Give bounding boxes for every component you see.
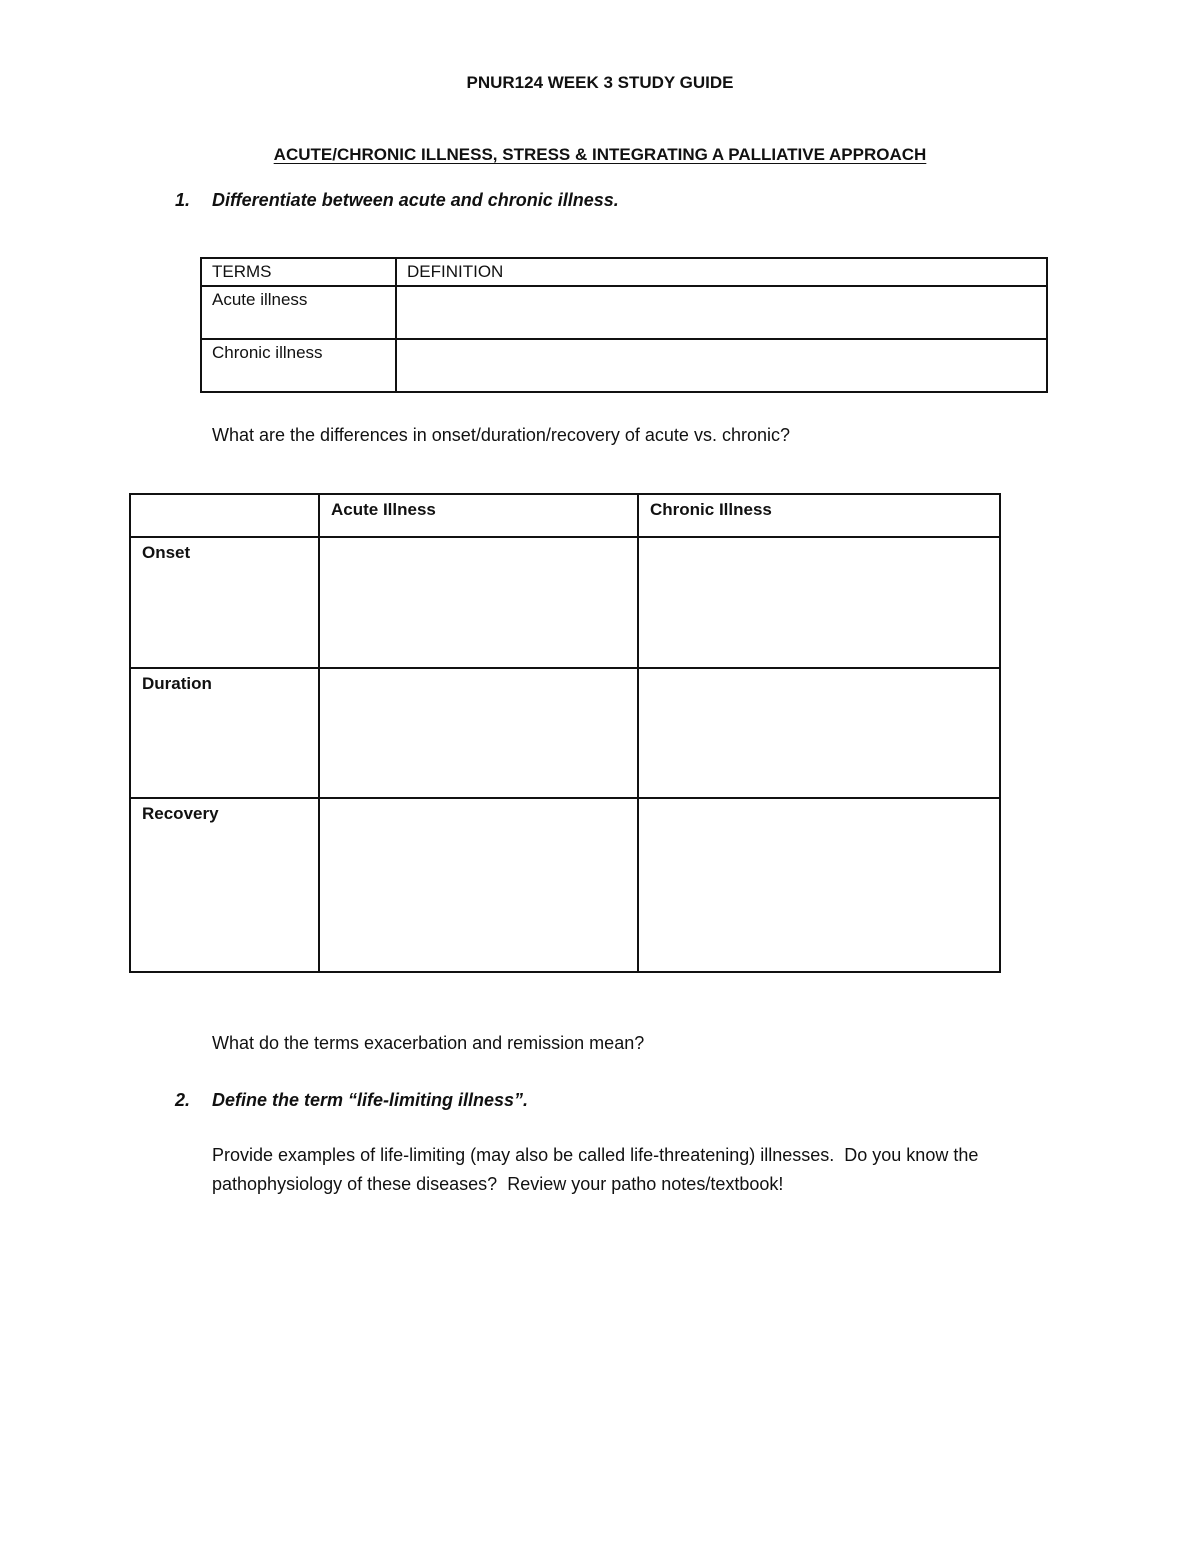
recovery-chronic-cell[interactable] (638, 798, 1000, 972)
table-row (201, 286, 1047, 339)
examples-line-2: pathophysiology of these diseases? Review your patho notes/textbook! (212, 1174, 784, 1194)
recovery-acute-cell[interactable] (319, 798, 638, 972)
onset-chronic-cell[interactable] (638, 537, 1000, 668)
comparison-header-blank (130, 494, 319, 537)
comparison-header-chronic: Chronic Illness (638, 494, 1000, 537)
comparison-header-acute: Acute Illness (319, 494, 638, 537)
differences-question: What are the differences in onset/duration/recovery of acute vs. chronic? (212, 425, 790, 445)
examples-line-1: Provide examples of life-limiting (may also be called life-threatening) illnesses. Do you know the (212, 1145, 979, 1165)
terms-table (200, 257, 1048, 393)
page-title: PNUR124 WEEK 3 STUDY GUIDE (466, 73, 734, 92)
term-acute-illness: Acute illness (201, 286, 396, 339)
comparison-header-row (130, 494, 1000, 537)
onset-acute-cell[interactable] (319, 537, 638, 668)
terms-table-header-row (201, 258, 1047, 286)
comparison-table (129, 493, 1001, 973)
terms-header-terms: TERMS (201, 258, 396, 286)
duration-chronic-cell[interactable] (638, 668, 1000, 798)
exacerbation-question: What do the terms exacerbation and remission mean? (212, 1033, 645, 1053)
table-row (130, 798, 1000, 972)
examples-paragraph (212, 1141, 978, 1199)
definition-cell-chronic[interactable] (396, 339, 1047, 392)
row-label-recovery: Recovery (130, 798, 319, 972)
section-title (0, 145, 1200, 165)
question-1-number: 1. (175, 190, 191, 210)
table-row (201, 339, 1047, 392)
definition-cell-acute[interactable] (396, 286, 1047, 339)
row-label-onset: Onset (130, 537, 319, 668)
section-title-text: ACUTE/CHRONIC ILLNESS, STRESS & INTEGRATING A PALLIATIVE APPROACH (273, 145, 927, 164)
question-2-text: Define the term “life-limiting illness”. (212, 1090, 529, 1110)
question-1-text: Differentiate between acute and chronic illness. (212, 190, 619, 210)
row-label-duration: Duration (130, 668, 319, 798)
table-row (130, 537, 1000, 668)
terms-header-definition: DEFINITION (396, 258, 1047, 286)
question-2-number: 2. (175, 1090, 191, 1110)
duration-acute-cell[interactable] (319, 668, 638, 798)
term-chronic-illness: Chronic illness (201, 339, 396, 392)
table-row (130, 668, 1000, 798)
